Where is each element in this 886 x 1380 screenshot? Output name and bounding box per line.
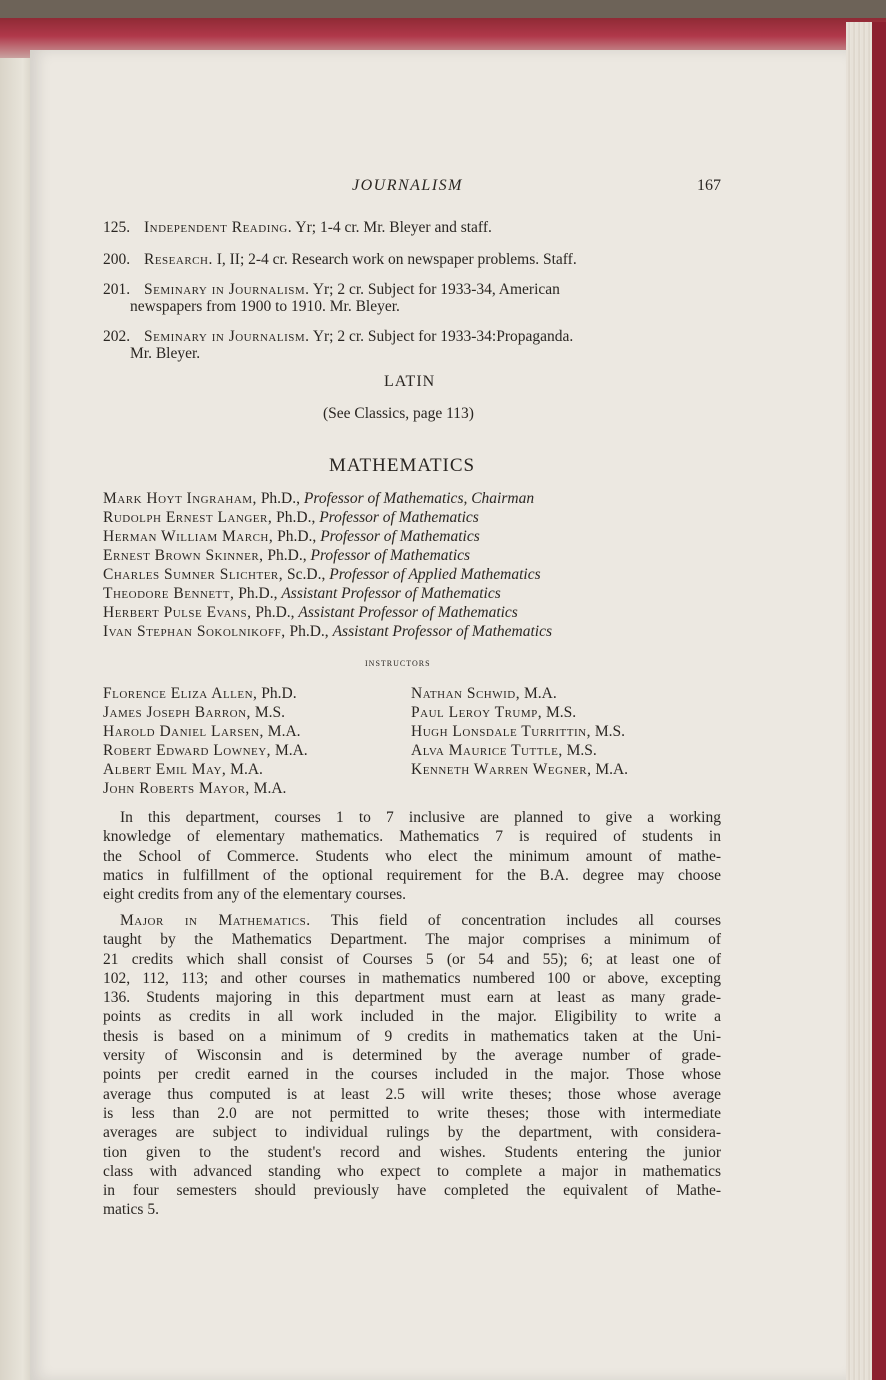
faculty-title: Assistant Professor of Mathematics [332,623,552,640]
faculty-degree: Ph.D., [285,623,333,640]
course-details: Yr; 2 cr. Subject for 1933-34, American [309,281,560,298]
paragraph-line: 102, 112, 113; and other courses in mathematics numbered 100 or above, excepting [103,969,721,987]
page-number: 167 [697,177,721,194]
paragraph-line: versity of Wisconsin and is determined by the average number of grade- [103,1047,721,1065]
course-entry [103,251,577,269]
faculty-entry [103,490,534,508]
paragraph-line: average thus computed is at least 2.5 will write theses; those whose average [103,1085,721,1103]
instructor-degree: M.S. [542,704,577,721]
faculty-title: Assistant Professor of Mathematics [298,604,518,621]
course-continuation: newspapers from 1900 to 1910. Mr. Bleyer. [130,298,400,315]
faculty-degree: Ph.D., [263,547,311,564]
faculty-entry [103,547,470,565]
faculty-degree: Ph.D., [234,585,282,602]
major-lead: Major in Mathematics. [120,912,311,929]
mathematics-heading: MATHEMATICS [329,455,476,476]
paragraph-line: points as credits in all work included in the major. Eligibility to write a [103,1008,721,1026]
intro-paragraph [103,808,721,904]
course-name: Research. [144,251,213,268]
instructor-name: Robert Edward Lowney, [103,742,272,759]
instructor-name: Florence Eliza Allen, [103,685,258,702]
faculty-name: Mark Hoyt Ingraham, [103,490,257,507]
paragraph-line: In this department, courses 1 to 7 inclusive are planned to give a working [120,809,721,826]
course-number: 200. [103,251,131,268]
instructor-name: Kenneth Warren Wegner, [411,761,592,778]
instructor-entry [411,761,628,779]
paragraph-line: knowledge of elementary mathematics. Mathematics 7 is required of students in [103,828,721,846]
faculty-title: Professor of Mathematics [320,528,480,545]
paragraph-line: is less than 2.0 are not permitted to write theses; those with intermediate [103,1104,721,1122]
latin-note: (See Classics, page 113) [323,405,474,422]
course-name: Seminary in Journalism. [144,281,310,298]
faculty-entry [103,604,518,622]
instructor-entry [103,780,286,798]
faculty-title: Professor of Mathematics [310,547,471,564]
instructor-name: James Joseph Barron, [103,704,251,721]
paragraph-line: thesis is based on a minimum of 9 credits in mathematics taken at the Uni- [103,1027,721,1045]
paragraph-line [103,911,721,930]
faculty-degree: Sc.D., [283,566,330,583]
paragraph-line: matics 5. [103,1201,159,1219]
instructor-entry [411,742,597,760]
paragraph-line: eight credits from any of the elementary courses. [103,886,406,904]
faculty-degree: Ph.D., [273,528,321,545]
instructor-degree: M.A. [520,685,557,702]
course-entry [103,281,560,299]
faculty-title: Assistant Professor of Mathematics [281,585,501,602]
instructor-degree: M.A. [591,761,629,778]
faculty-entry [103,528,480,546]
instructor-degree: M.A. [271,742,308,759]
course-details: Yr; 2 cr. Subject for 1933-34:Propaganda. [309,328,574,345]
faculty-name: Charles Sumner Slichter, [103,566,284,583]
instructor-entry [103,761,263,779]
instructor-name: Alva Maurice Tuttle, [411,742,563,759]
course-entry [103,219,492,237]
instructor-entry [411,704,576,722]
course-number: 125. [103,219,131,236]
instructor-degree: M.S. [590,723,625,740]
instructor-degree: M.A. [249,780,287,797]
faculty-degree: Ph.D., [251,604,299,621]
paragraph-line: 21 credits which shall consist of Courses 5 (or 54 and 55); 6; at least one of [103,950,721,968]
paragraph-line: the School of Commerce. Students who elect the minimum amount of mathe- [103,847,721,865]
instructor-name: John Roberts Mayor, [103,780,250,797]
major-lead-rest: This field of concentration includes all courses [310,912,721,929]
instructor-entry [103,742,308,760]
faculty-title: Professor of Mathematics [319,509,479,526]
paragraph-line: points per credit earned in the courses included in the major. Those whose [103,1066,721,1084]
faculty-entry [103,566,541,584]
instructor-degree: M.S. [250,704,285,721]
instructor-name: Albert Emil May, [103,761,227,778]
faculty-name: Theodore Bennett, [103,585,235,602]
instructor-degree: M.A. [263,723,301,740]
faculty-entry [103,585,501,603]
instructor-degree: M.S. [562,742,597,759]
course-details: I, II; 2-4 cr. Research work on newspaper problems. Staff. [212,251,577,268]
running-header-title: JOURNALISM [352,177,463,194]
faculty-entry [103,509,479,527]
instructor-entry [411,723,625,741]
course-name: Independent Reading. [144,219,293,236]
instructor-name: Harold Daniel Larsen, [103,723,264,740]
course-number: 202. [103,328,131,345]
latin-heading: LATIN [384,373,436,390]
instructor-name: Nathan Schwid, [411,685,521,702]
paragraph-line: tion given to the student's record and wishes. Students entering the junior [103,1143,721,1161]
instructor-name: Paul Leroy Trump, [411,704,543,721]
course-entry [103,328,573,346]
paragraph-line: 136. Students majoring in this department must earn at least as many grade- [103,989,721,1007]
instructor-degree: Ph.D. [257,685,297,702]
instructor-entry [103,723,301,741]
faculty-title: Professor of Applied Mathematics [329,566,541,583]
faculty-name: Ivan Stephan Sokolnikoff, [103,623,286,640]
book-cover-edge [872,22,886,1380]
faculty-name: Rudolph Ernest Langer, [103,509,273,526]
instructors-heading: instructors [365,655,431,669]
course-name: Seminary in Journalism. [144,328,310,345]
paragraph-line: matics in fulfillment of the optional requirement for the B.A. degree may choose [103,866,721,884]
faculty-name: Ernest Brown Skinner, [103,547,264,564]
paragraph-line: averages are subject to individual rulings by the department, with considera- [103,1124,721,1142]
instructor-entry [411,685,557,703]
faculty-name: Herman William March, [103,528,274,545]
faculty-name: Herbert Pulse Evans, [103,604,252,621]
instructor-entry [103,685,297,703]
course-details: Yr; 1-4 cr. Mr. Bleyer and staff. [292,219,492,236]
instructor-name: Hugh Lonsdale Turrittin, [411,723,591,740]
course-continuation: Mr. Bleyer. [130,345,201,362]
major-paragraph [103,911,721,1220]
instructor-entry [103,704,285,722]
paragraph-line: class with advanced standing who expect to complete a major in mathematics [103,1162,721,1180]
paragraph-line: taught by the Mathematics Department. The major comprises a minimum of [103,931,721,949]
faculty-degree: Ph.D., [256,490,304,507]
faculty-degree: Ph.D., [272,509,320,526]
paragraph-line: in four semesters should previously have completed the equivalent of Mathe- [103,1182,721,1200]
faculty-entry [103,623,552,641]
course-number: 201. [103,281,131,298]
faculty-title: Professor of Mathematics, Chairman [303,490,535,507]
instructor-degree: M.A. [226,761,263,778]
